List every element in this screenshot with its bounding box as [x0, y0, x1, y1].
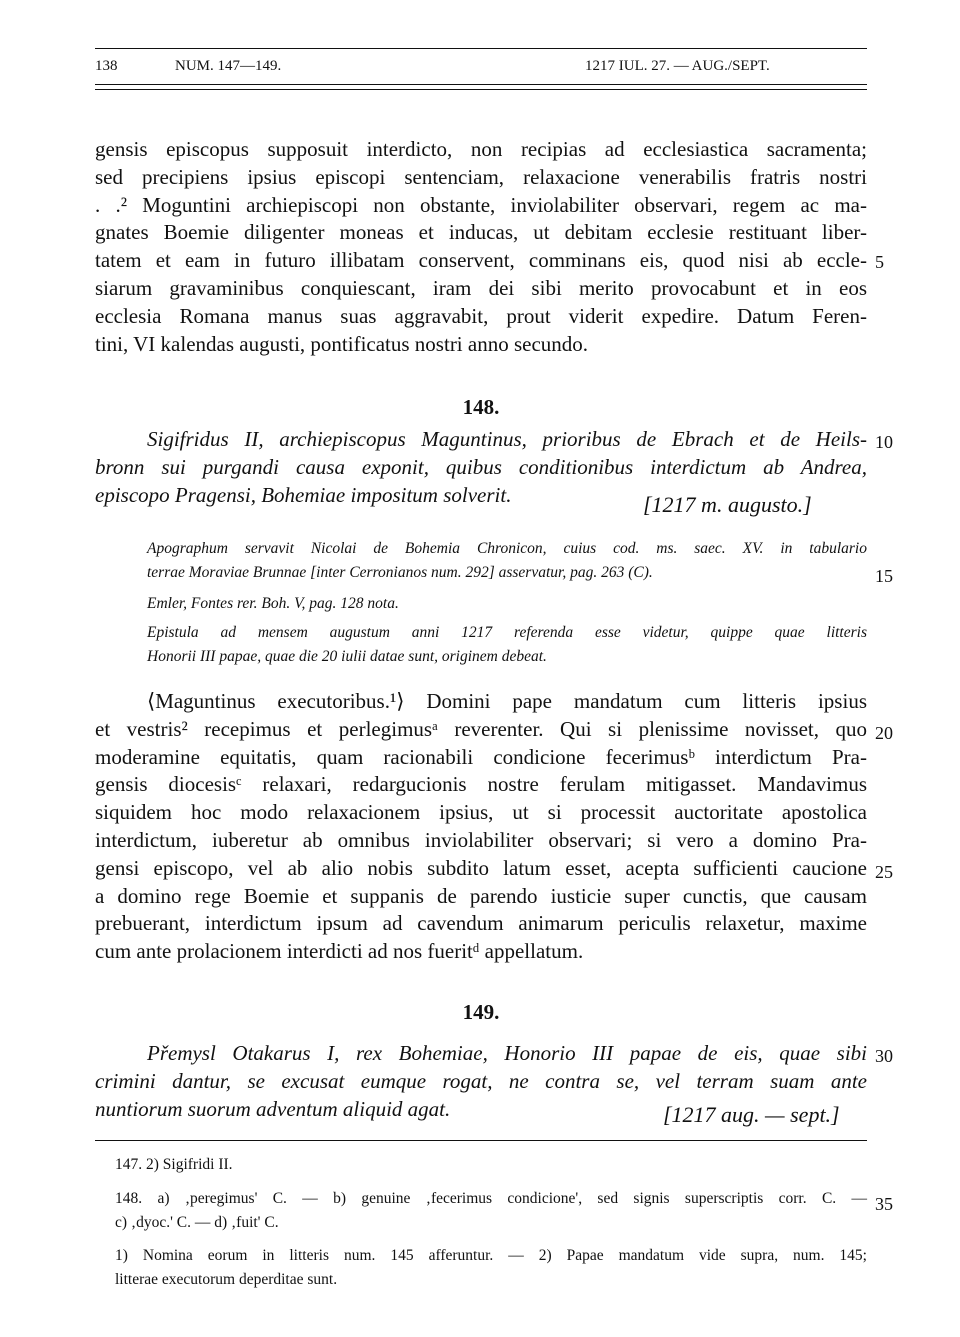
regest-line: Přemysl Otakarus I, rex Bohemiae, Honorio III papae de eis, quae sibi	[147, 1041, 867, 1065]
margin-line-number: 20	[875, 723, 893, 743]
text-line: ecclesia Romana manus suas aggravabit, prout viderit expedire. Datum Feren-	[95, 303, 867, 328]
footnote-147	[115, 1153, 867, 1177]
source-line: Epistula ad mensem augustum anni 1217 referenda esse videtur, quippe quae litteris	[147, 624, 867, 641]
document-numbers: NUM. 147—149.	[175, 58, 282, 74]
doc148-sources	[147, 537, 867, 585]
text-line: moderamine equitatis, quam racionabili condicione fecerimusᵇ interdictum Pra-	[95, 744, 867, 769]
footnote-rule	[95, 1140, 867, 1141]
source-line: Apographum servavit Nicolai de Bohemia Chronicon, cuius cod. ms. saec. XV. in tabulario	[147, 540, 867, 557]
margin-line-number: 15	[875, 566, 893, 586]
header-rule-bottom	[95, 84, 867, 85]
text-line: ⟨Maguntinus executoribus.¹⟩ Domini pape mandatum cum litteris ipsius	[147, 689, 867, 713]
text-line: prebuerant, interdictum ipsum ad cavendum animarum periculis relaxetur, maxime	[95, 911, 867, 936]
text-line: gensis episcopus supposuit interdicto, non recipias ad ecclesiastica sacramenta;	[95, 137, 867, 161]
source-line: Honorii III papae, quae die 20 iulii datae sunt, originem debeat.	[147, 648, 547, 665]
doc148-text	[95, 688, 867, 966]
margin-line-number: 10	[875, 432, 893, 452]
footnote-line: 1) Nomina eorum in litteris num. 145 afferuntur. — 2) Papae mandatum vide supra, num. 145;	[115, 1247, 867, 1264]
doc149-date: [1217 aug. — sept.]	[663, 1102, 840, 1127]
footnote-line: 147. 2) Sigifridi II.	[115, 1156, 233, 1173]
doc148-number: 148.	[462, 395, 500, 419]
text-line: . .² Moguntini archiepiscopi non obstante, inviolabiliter observari, regem ac ma-	[95, 192, 867, 217]
text-line: et vestris² recepimus et perlegimusᵃ reverenter. Qui si plenissime novisset, quo	[95, 716, 867, 741]
regest-line: bronn sui purgandi causa exponit, quibus conditionibus interdictum ab Andrea,	[95, 454, 867, 479]
source-line: terrae Moraviae Brunnae [inter Cerronianos num. 292] asservatur, pag. 263 (C).	[147, 564, 653, 581]
text-line: a domino rege Boemie et suppanis de parendo iusticie super cunctis, que causam	[95, 883, 867, 908]
page-number: 138	[95, 58, 118, 74]
regest-line: crimini dantur, se excusat eumque rogat, ne contra se, vel terram suam ante	[95, 1068, 867, 1093]
doc148-edition	[147, 592, 867, 616]
footnote-line: litterae executorum deperditae sunt.	[115, 1271, 338, 1288]
regest-line: nuntiorum suorum adventum aliquid agat.	[95, 1096, 451, 1121]
doc147-text	[95, 136, 867, 358]
margin-line-number: 30	[875, 1046, 893, 1066]
header-rule-top	[95, 48, 867, 49]
margin-line-number: 25	[875, 862, 893, 882]
regest-line: Sigifridus II, archiepiscopus Maguntinus, prioribus de Ebrach et de Heils-	[147, 427, 867, 451]
text-line: gnates Boemie diligenter moneas et inducas, ut debitam ecclesie restituant liber-	[95, 220, 867, 245]
running-header	[95, 58, 867, 82]
footnote-148	[115, 1187, 867, 1235]
text-line: siquidem hoc modo relaxacionem ipsius, ut si processit auctoritate apostolica	[95, 800, 867, 825]
text-line: cum ante prolacionem interdicti ad nos fueritᵈ appellatum.	[95, 939, 584, 964]
text-line: tatem et eam in futuro illibatam conservent, comminans eis, quod nisi ab eccle-	[95, 248, 867, 273]
footnote-line: 148. a) ‚peregimus' C. — b) genuine ‚fecerimus condicione', sed signis superscriptis corr. C. —	[115, 1190, 867, 1207]
text-line: gensi episcopo, vel ab alio nobis subdito latum esset, acepta sufficienti caucione	[95, 855, 867, 880]
text-line: tini, VI kalendas augusti, pontificatus nostri anno secundo.	[95, 331, 589, 356]
margin-line-number: 5	[875, 252, 884, 272]
doc149-number: 149.	[462, 1000, 500, 1024]
header-date: 1217 IUL. 27. — AUG./SEPT.	[585, 58, 770, 74]
text-line: siarum gravaminibus conquiescant, iram dei sibi merito provocabunt et in eos	[95, 275, 867, 300]
footnote-general	[115, 1244, 867, 1292]
text-line: sed precipiens ipsius episcopi sentenciam, relaxacione venerabilis fratris nostri	[95, 164, 867, 189]
text-line: interdictum, iuberetur ab omnibus inviolabiliter observari; si vero a domino Pra-	[95, 827, 867, 852]
doc148-date: [1217 m. augusto.]	[643, 492, 812, 517]
regest-line: episcopo Pragensi, Bohemiae impositum solverit.	[95, 482, 512, 507]
margin-line-number: 35	[875, 1194, 893, 1214]
doc148-note	[147, 621, 867, 669]
footnote-line: c) ‚dyoc.' C. — d) ‚fuit' C.	[115, 1214, 279, 1231]
source-line: Emler, Fontes rer. Boh. V, pag. 128 nota.	[147, 595, 399, 612]
text-line: gensis diocesisᶜ relaxari, redargucionis nostre ferulam mitigasset. Mandavimus	[95, 772, 867, 797]
header-rule-bottom-thin	[95, 89, 867, 90]
